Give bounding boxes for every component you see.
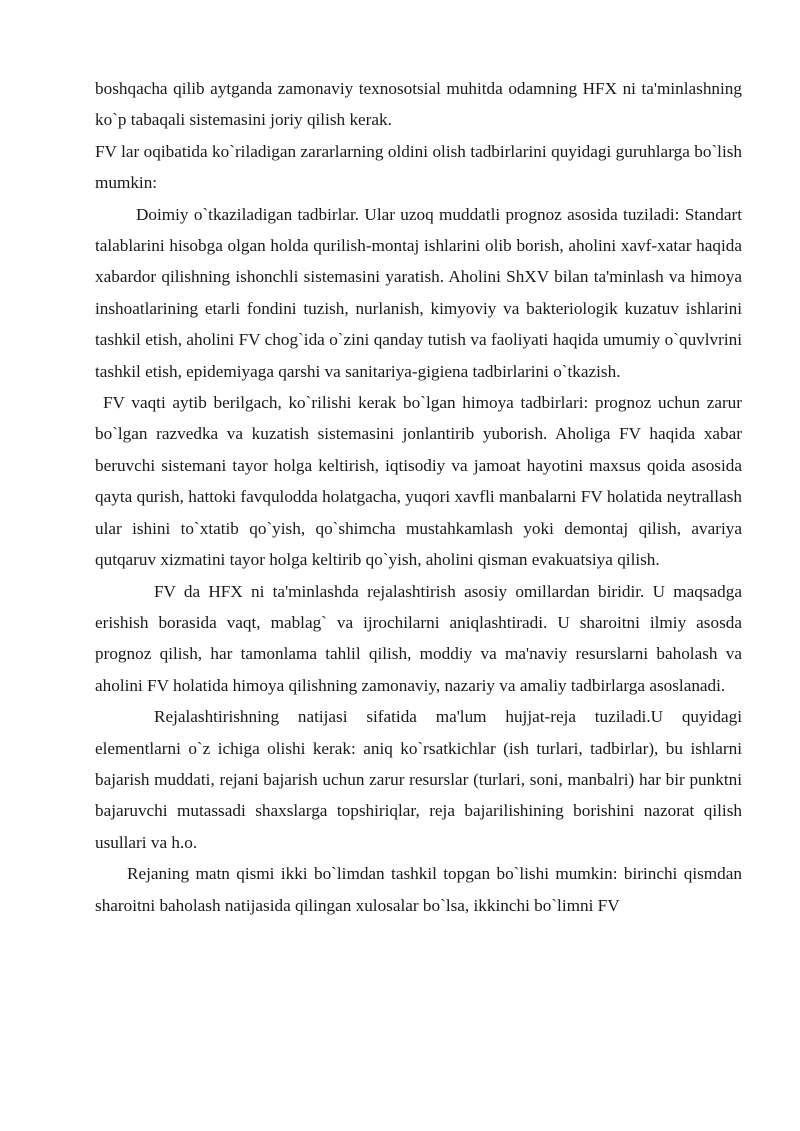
paragraph-permanent-measures: Doimiy o`tkaziladigan tadbirlar. Ular uzoq muddatli prognoz asosida tuziladi: Standart talablarini hisobga olgan holda qurilish-montaj ishlarini olib borish, aholini xavf-xatar haqida xabardor qilishning ishonchli sistemasini yaratish. Aholini ShXV bilan ta'minlash va himoya inshoatlarining etarli fondini tuzish, nurlanish, kimyoviy va bakteriologik kuzatuv ishlarini tashkil etish, aholini FV chog`ida o`zini qanday tutish va faoliyati haqida umumiy o`quvlvrini tashkil etish, epidemiyaga qarshi va sanitariya-gigiena tadbirlarini o`tkazish. [95,204,742,381]
document-page [95,73,742,921]
paragraph-planning: FV da HFX ni ta'minlashda rejalashtirish asosiy omillardan biridir. U maqsadga erishish borasida vaqt, mablag` va ijrochilarni aniqlashtiradi. U sharoitni ilmiy asosda prognoz qilish, har tamonlama tahlil qilish, moddiy va ma'naviy resurslarni baholash va aholini FV holatida himoya qilishning zamonaviy, nazariy va amaliy tadbirlarga asoslanadi. [95,581,742,695]
paragraph-plan-text: Rejaning matn qismi ikki bo`limdan tashkil topgan bo`lishi mumkin: birinchi qismdan sharoitni baholash natijasida qilingan xulosalar bo`lsa, ikkinchi bo`limni FV [95,864,742,915]
paragraph-plan-document: Rejalashtirishning natijasi sifatida ma'lum hujjat-reja tuziladi.U quyidagi elementlarni o`z ichiga olishi kerak: aniq ko`rsatkichlar (ish turlari, tadbirlar), bu ishlarni bajarish muddati, rejani bajarish uchun zarur resurslar (turlari, soni, manbalri) har bir punktni bajaruvchi mutassadi shaxslarga topshiriqlar, reja bajarilishining borishini nazorat qilish usullari va h.o. [95,707,742,852]
paragraph-continuation: boshqacha qilib aytganda zamonaviy texnosotsial muhitda odamning HFX ni ta'minlashning ko`p tabaqali sistemasini joriy qilish kerak. [95,79,742,130]
paragraph-protective-measures: FV vaqti aytib berilgach, ko`rilishi kerak bo`lgan himoya tadbirlari: prognoz uchun zarur bo`lgan razvedka va kuzatish sistemasini jonlantirib yuborish. Aholiga FV haqida xabar beruvchi sistemani tayor holga keltirish, iqtisodiy va jamoat hayotini maxsus qoida asosida qayta qurish, hattoki favqulodda holatgacha, yuqori xavfli manbalarni FV holatida neytrallash ular ishini to`xtatib qo`yish, qo`shimcha mustahkamlash yoki demontaj qilish, avariya qutqaruv xizmatini tayor holga keltirib qo`yish, aholini qisman evakuatsiya qilish. [95,393,742,570]
paragraph-measures-intro: FV lar oqibatida ko`riladigan zararlarning oldini olish tadbirlarini quyidagi guruhlarga bo`lish mumkin: [95,141,742,193]
